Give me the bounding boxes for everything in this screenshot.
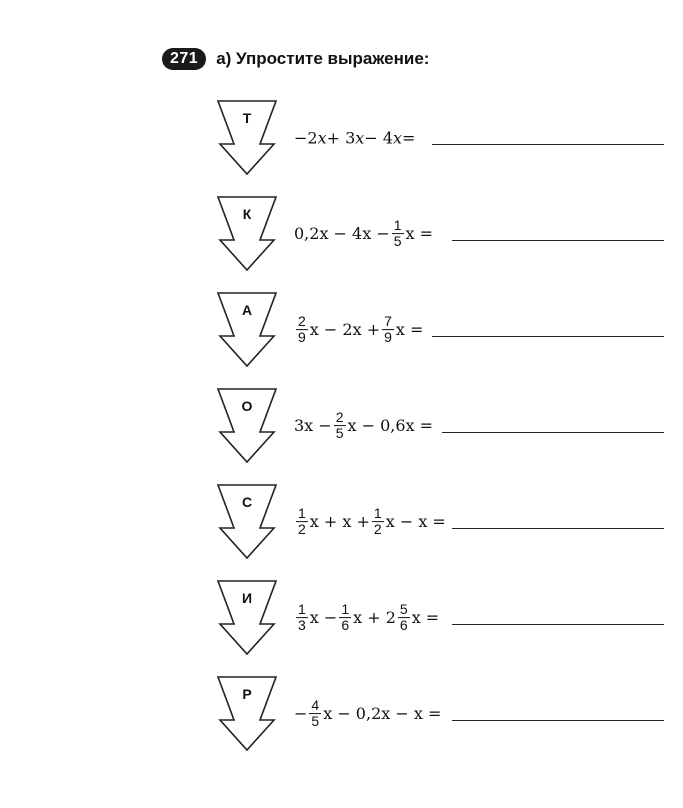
answer-line[interactable] — [452, 240, 664, 241]
row-letter: К — [242, 206, 252, 222]
math-expression: $\frac{1}{2}$ x + x + $\frac{1}{2}$ x − x = — [298, 505, 446, 538]
math-expression: 3x − $\frac{2}{5}$ x − 0,6x = — [294, 409, 434, 442]
arrow-icon — [214, 194, 280, 274]
arrow-icon — [214, 290, 280, 370]
exercise-row-o — [214, 386, 664, 466]
exercise-row-t — [214, 98, 664, 178]
math-expression: −2 x + 3 x − 4 x = — [294, 128, 416, 148]
answer-line[interactable] — [442, 432, 664, 433]
exercise-header — [162, 44, 429, 74]
arrow-icon — [214, 578, 280, 658]
row-letter: А — [241, 302, 253, 318]
math-expression: − $\frac{4}{5}$ x − 0,2x − x = — [294, 697, 442, 730]
arrow-icon — [214, 98, 280, 178]
row-letter: Р — [242, 686, 252, 702]
answer-line[interactable] — [452, 720, 664, 721]
math-expression: $\frac{1}{3}$ x − $\frac{1}{6}$ x + 2 $\frac{5}{6}$ x = — [298, 601, 440, 634]
answer-line[interactable] — [452, 528, 664, 529]
exercise-row-i — [214, 578, 664, 658]
exercise-number-badge: 271 — [162, 48, 206, 70]
row-letter: Т — [242, 110, 252, 126]
answer-line[interactable] — [432, 336, 664, 337]
exercise-row-k — [214, 194, 664, 274]
exercise-row-r — [214, 674, 664, 754]
exercise-row-a — [214, 290, 664, 370]
arrow-icon — [214, 674, 280, 754]
math-expression: $\frac{2}{9}$ x − 2x + $\frac{7}{9}$ x = — [298, 313, 424, 346]
row-letter: И — [241, 590, 253, 606]
exercise-title: а) Упростите выражение: — [216, 49, 430, 68]
answer-line[interactable] — [432, 144, 664, 145]
arrow-icon — [214, 386, 280, 466]
math-expression: 0,2x − 4x − $\frac{1}{5}$ x = — [294, 217, 434, 250]
arrow-icon — [214, 482, 280, 562]
row-letter: О — [241, 398, 253, 414]
row-letter: С — [241, 494, 253, 510]
answer-line[interactable] — [452, 624, 664, 625]
exercise-row-s — [214, 482, 664, 562]
